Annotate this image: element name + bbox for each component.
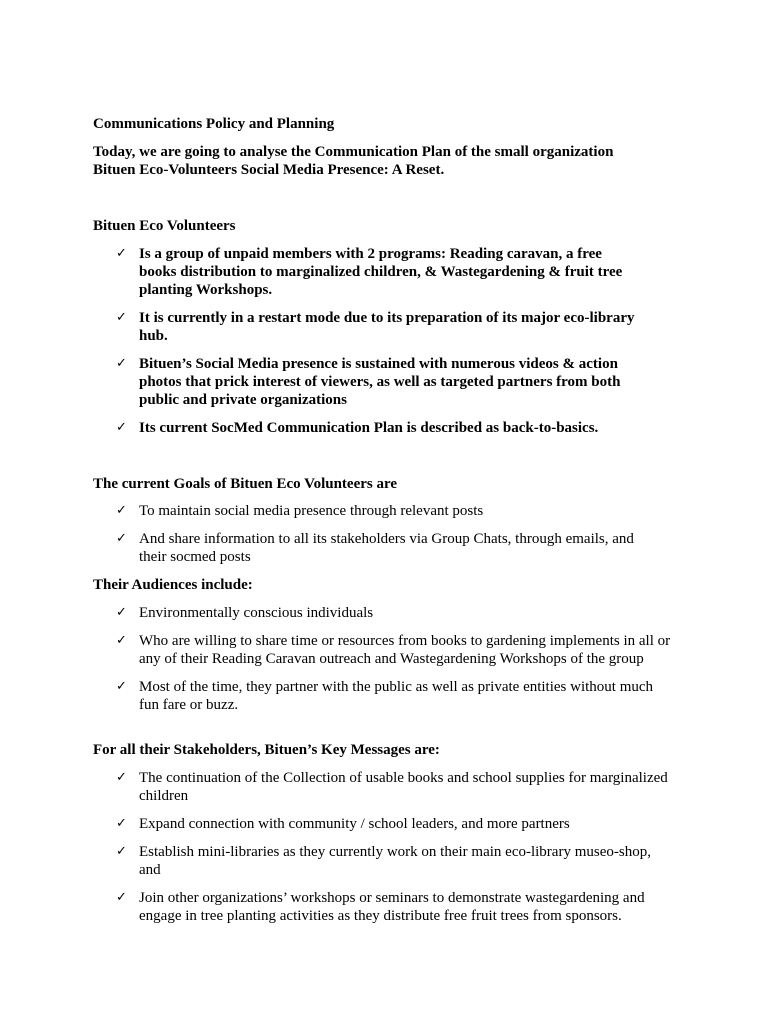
list-item-text: Its current SocMed Communication Plan is described as back-to-basics.	[139, 420, 599, 436]
checkmark-icon: ✓	[116, 503, 127, 518]
list-item	[93, 769, 671, 805]
bituen-list	[93, 245, 693, 437]
list-item	[93, 815, 671, 833]
list-item-text: Bituen’s Social Media presence is sustained with numerous videos & action photos that prick interest of viewers, as well as targeted partners from both public and private organizations	[139, 356, 621, 408]
checkmark-icon: ✓	[116, 605, 127, 620]
list-item	[93, 245, 637, 299]
checkmark-icon: ✓	[116, 816, 127, 831]
list-item	[93, 419, 637, 437]
list-item-text: Establish mini-libraries as they currently work on their main eco-library museo-shop, and	[139, 844, 651, 878]
checkmark-icon: ✓	[116, 310, 127, 325]
intro-line: Bituen Eco-Volunteers Social Media Presence: A Reset.	[93, 162, 445, 178]
checkmark-icon: ✓	[116, 679, 127, 694]
audiences-list	[93, 604, 693, 714]
list-item-text: Expand connection with community / school leaders, and more partners	[139, 816, 570, 832]
section-title-key-messages: For all their Stakeholders, Bituen’s Key Messages are:	[93, 742, 440, 758]
intro-line: Today, we are going to analyse the Communication Plan of the small organization	[93, 144, 614, 160]
list-item-text: Who are willing to share time or resources from books to gardening implements in all or any of their Reading Caravan outreach and Wastegardening Workshops of the group	[139, 633, 671, 667]
list-item	[93, 632, 676, 668]
checkmark-icon: ✓	[116, 531, 127, 546]
list-item-text: The continuation of the Collection of usable books and school supplies for marginalized children	[139, 770, 668, 804]
checkmark-icon: ✓	[116, 246, 127, 261]
section-title-bituen: Bituen Eco Volunteers	[93, 218, 236, 234]
list-item-text: Most of the time, they partner with the public as well as private entities without much fun fare or buzz.	[139, 679, 654, 713]
list-item-text: It is currently in a restart mode due to its preparation of its major eco-library hub.	[139, 310, 635, 344]
list-item	[93, 355, 637, 409]
list-item	[93, 678, 676, 714]
list-item-text: And share information to all its stakeholders via Group Chats, through emails, and their socmed posts	[139, 531, 634, 565]
list-item	[93, 604, 676, 622]
checkmark-icon: ✓	[116, 890, 127, 905]
list-item	[93, 530, 654, 566]
list-item	[93, 502, 654, 520]
document-title: Communications Policy and Planning	[93, 116, 335, 132]
list-item-text: Join other organizations’ workshops or seminars to demonstrate wastegardening and engage in tree planting activities as they distribute free fruit trees from sponsors.	[139, 890, 645, 924]
checkmark-icon: ✓	[116, 633, 127, 648]
list-item-text: To maintain social media presence through relevant posts	[139, 503, 484, 519]
list-item-text: Is a group of unpaid members with 2 programs: Reading caravan, a free books distribution to marginalized children, & Wastegardening & fruit tree planting Workshops.	[139, 246, 623, 298]
list-item-text: Environmentally conscious individuals	[139, 605, 374, 621]
list-item	[93, 309, 637, 345]
goals-list	[93, 502, 693, 566]
list-item	[93, 843, 671, 879]
intro-paragraph	[93, 143, 693, 179]
section-title-goals: The current Goals of Bituen Eco Volunteers are	[93, 476, 398, 492]
list-item	[93, 889, 671, 925]
checkmark-icon: ✓	[116, 420, 127, 435]
key-messages-list	[93, 769, 693, 925]
section-title-audiences: Their Audiences include:	[93, 577, 253, 593]
checkmark-icon: ✓	[116, 770, 127, 785]
checkmark-icon: ✓	[116, 844, 127, 859]
checkmark-icon: ✓	[116, 356, 127, 371]
